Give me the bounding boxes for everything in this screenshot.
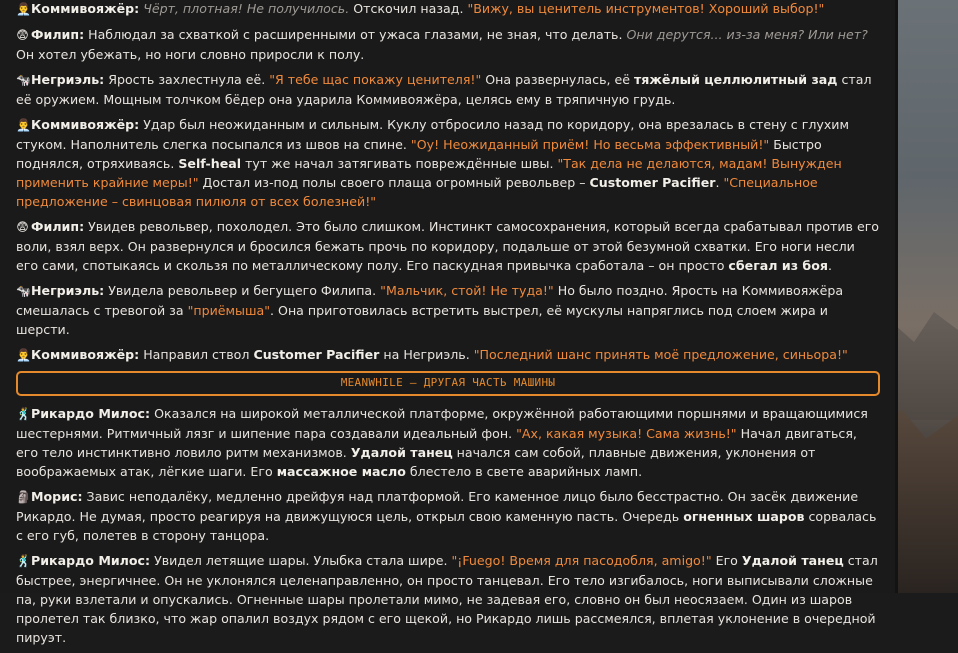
narration: . bbox=[827, 258, 832, 273]
ricardo-emoji-icon: 🕺 bbox=[16, 407, 31, 421]
bold-term: массажное масло bbox=[276, 464, 406, 479]
message-philip-2 bbox=[16, 217, 880, 275]
negriel-emoji-icon: 🐄 bbox=[16, 284, 31, 298]
narration: Оказался на широкой металлической платформе, окружённой работающими поршнями и вращающимися шестернями. Ритмичный лязг и шипение пара создавали идеальный фон. bbox=[16, 406, 868, 441]
speaker-name: Рикардо Милос: bbox=[31, 553, 151, 568]
bold-term: тяжёлый целлюлитный зад bbox=[634, 72, 838, 87]
narration: Отскочил назад. bbox=[349, 1, 468, 16]
message-negriel-1 bbox=[16, 70, 880, 109]
bold-term: Customer Pacifier bbox=[253, 347, 380, 362]
narration: начался сам собой, плавные движения, уклонения от воображаемых атак, лёгкие шаги. Его bbox=[16, 445, 816, 479]
speaker-name: Рикардо Милос: bbox=[31, 406, 151, 421]
quote: "Так дела не делаются, мадам! Вынужден применить крайние меры!" bbox=[16, 156, 842, 190]
italic-thought: Они дерутся... из-за меня? Или нет? bbox=[626, 27, 868, 42]
narration: Быстро поднялся, отряхиваясь. bbox=[16, 137, 822, 171]
quote: "Последний шанс принять моё предложение, синьора!" bbox=[473, 347, 848, 362]
moris-emoji-icon: 🗿 bbox=[16, 490, 31, 504]
narration: . Она приготовилась встретить выстрел, её мускулы напряглись под слоем жира и шерсти. bbox=[16, 303, 828, 337]
philip-emoji-icon: 😨 bbox=[16, 28, 29, 42]
quote: "Ах, какая музыка! Сама жизнь!" bbox=[516, 426, 737, 441]
salesman-emoji-icon: 👨‍💼 bbox=[16, 2, 31, 16]
message-salesman-2 bbox=[16, 115, 880, 211]
speaker-name: Филип: bbox=[31, 219, 85, 234]
salesman-emoji-icon: 👨‍💼 bbox=[16, 118, 31, 132]
bold-term: Customer Pacifier bbox=[589, 175, 716, 190]
message-moris-1 bbox=[16, 487, 880, 545]
quote: "Мальчик, стой! Не туда!" bbox=[380, 283, 554, 298]
bold-term: Удалой танец bbox=[741, 553, 844, 568]
speaker-name: Негриэль: bbox=[31, 283, 105, 298]
bold-term: Self-heal bbox=[178, 156, 242, 171]
quote: "Специальное предложение – свинцовая пилюля от всех болезней!" bbox=[16, 175, 818, 209]
narration: Увидел летящие шары. Улыбка стала шире. bbox=[150, 553, 452, 568]
narration: блестело в свете аварийных ламп. bbox=[405, 464, 643, 479]
philip-emoji-icon: 😨 bbox=[16, 220, 29, 234]
ricardo-emoji-icon: 🕺 bbox=[16, 554, 31, 568]
salesman-emoji-icon: 👨‍💼 bbox=[16, 348, 31, 362]
speaker-name: Коммивояжёр: bbox=[31, 1, 140, 16]
narration: Увидев револьвер, похолодел. Это было слишком. Инстинкт самосохранения, который всегда срабатывал против его воли, взял верх. Он развернулся и бросился бежать прочь по коридору, подальше от этой безумной схватки. Его ноги несли его сами, спотыкаясь и скользя по металлическому полу. Его паскудная привычка сработала – он просто bbox=[16, 219, 880, 273]
quote: "¡Fuego! Время для пасодобля, amigo!" bbox=[451, 553, 712, 568]
narration: Достал из-под полы своего плаща огромный револьвер – bbox=[198, 175, 590, 190]
narration: Направил ствол bbox=[139, 347, 254, 362]
narration: Но было поздно. Ярость на Коммивояжёра смешалась с тревогой за bbox=[16, 283, 844, 318]
italic-thought: Чёрт, плотная! Не получилось. bbox=[143, 1, 350, 16]
narration: Начал двигаться, его тело инстинктивно ловило ритм механизмов. bbox=[16, 426, 857, 460]
narration: Увидела револьвер и бегущего Филипа. bbox=[104, 283, 381, 298]
message-salesman-3 bbox=[16, 345, 880, 365]
narration: Она развернулась, её bbox=[481, 72, 634, 87]
narration: стал быстрее, энергичнее. Он не уклонялся целенаправленно, он просто танцевал. Его тело изгибалось, ноги выписывали сложные па, руки взлетали и опускались. Огненные шары пролетали мимо, не задевая его, словно он был неосязаем. Один из шаров пролетел так близко, что жар опалил воздух рядом с его щекой, но Рикардо лишь рассмеялся, вплетая уклонение в очередной пируэт. bbox=[16, 553, 878, 645]
narration: Удар был неожиданным и сильным. Куклу отбросило назад по коридору, она врезалась в стену с глухим стуком. Наполнитель слегка посыпался из швов на спине. bbox=[16, 117, 849, 152]
narration: сорвалась с его губ, полетев в сторону танцора. bbox=[16, 509, 877, 543]
speaker-name: Морис: bbox=[31, 489, 83, 504]
narration: Его bbox=[711, 553, 742, 568]
message-negriel-2 bbox=[16, 281, 880, 339]
speaker-name: Негриэль: bbox=[31, 72, 105, 87]
narration: тут же начал затягивать повреждённые швы. bbox=[241, 156, 558, 171]
message-ricardo-2 bbox=[16, 551, 880, 647]
chat-log bbox=[16, 0, 880, 653]
bold-term: Удалой танец bbox=[350, 445, 453, 460]
narration: Завис неподалёку, медленно дрейфуя над платформой. Его каменное лицо было бесстрастно. Он засёк движение Рикардо. Не думая, просто реагируя на движущуюся цель, открыл свою каменную пасть. Очередь bbox=[16, 489, 859, 524]
bold-term: огненных шаров bbox=[683, 509, 805, 524]
narration: Наблюдал за схваткой с расширенными от ужаса глазами, не зная, что делать. bbox=[84, 27, 627, 42]
scene-divider-banner: MEANWHILE – ДРУГАЯ ЧАСТЬ МАШИНЫ bbox=[16, 371, 880, 396]
narration: Он хотел убежать, но ноги словно приросли к полу. bbox=[16, 47, 365, 62]
message-philip-1 bbox=[16, 25, 880, 64]
speaker-name: Филип: bbox=[31, 27, 85, 42]
narration: Ярость захлестнула её. bbox=[104, 72, 270, 87]
message-ricardo-1 bbox=[16, 404, 880, 481]
narration: стал её оружием. Мощным толчком бёдер она ударила Коммивояжёра, целясь ему в тряпичную грудь. bbox=[16, 72, 872, 107]
narration: . bbox=[715, 175, 724, 190]
quote: "Я тебе щас покажу ценителя!" bbox=[269, 72, 482, 87]
negriel-emoji-icon: 🐄 bbox=[16, 73, 31, 87]
quote: "Оу! Неожиданный приём! Но весьма эффективный!" bbox=[410, 137, 770, 152]
speaker-name: Коммивояжёр: bbox=[31, 347, 140, 362]
panel-edge bbox=[895, 0, 898, 593]
narration: на Негриэль. bbox=[379, 347, 474, 362]
speaker-name: Коммивояжёр: bbox=[31, 117, 140, 132]
bold-term: сбегал из боя bbox=[728, 258, 828, 273]
message-salesman-1 bbox=[16, 0, 880, 19]
quote: "Вижу, вы ценитель инструментов! Хороший выбор!" bbox=[467, 1, 825, 16]
quote: "приёмыша" bbox=[187, 303, 271, 318]
